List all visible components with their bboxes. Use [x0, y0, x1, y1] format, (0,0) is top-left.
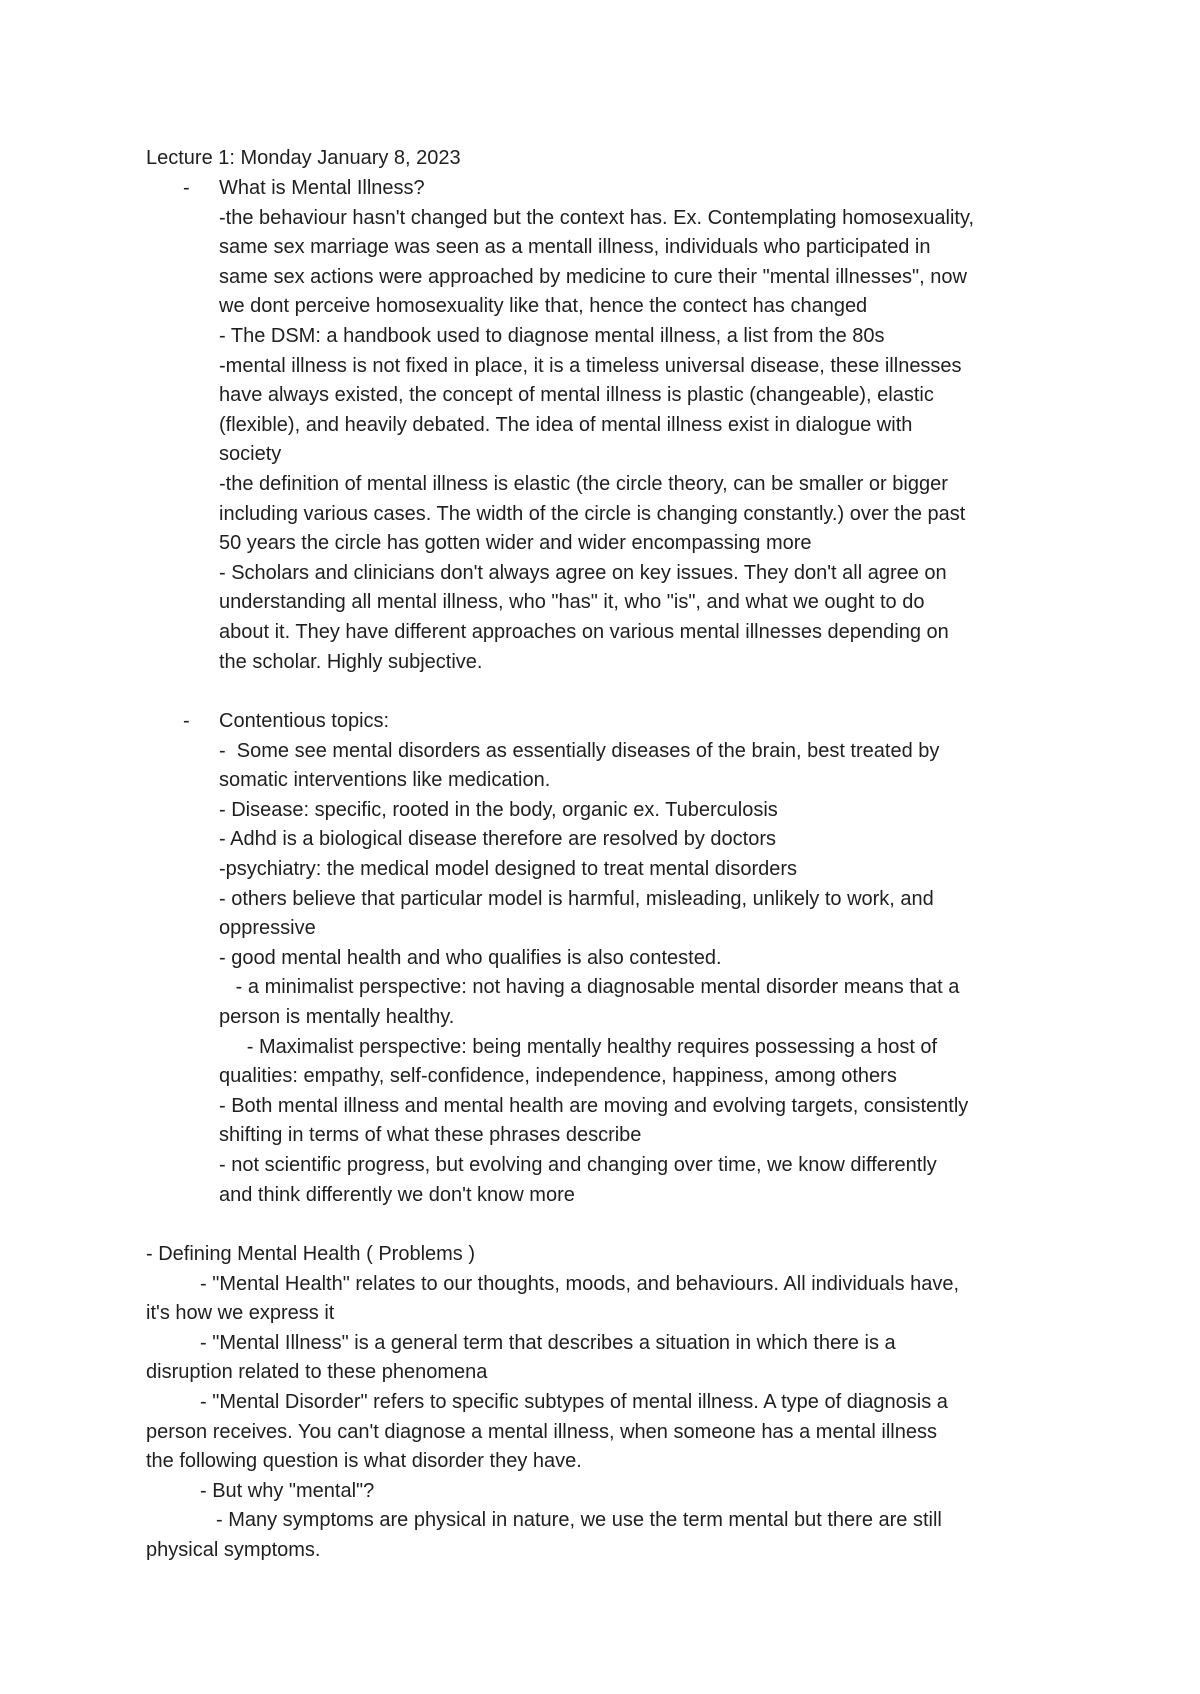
bullet-what-is-mental-illness	[183, 174, 1099, 677]
bullet-contentious-topics	[183, 707, 1099, 1210]
text-line: about it. They have different approaches on various mental illnesses depending on	[219, 620, 949, 643]
text-line: oppressive	[219, 917, 316, 940]
bullet-dash: -	[183, 177, 190, 199]
bullet-dash: -	[183, 710, 190, 732]
text-line: same sex marriage was seen as a mentall illness, individuals who participated in	[219, 236, 931, 259]
text-line: disruption related to these phenomena	[146, 1361, 488, 1384]
text-line: have always existed, the concept of mental illness is plastic (changeable), elastic	[219, 384, 934, 407]
text-line: we dont perceive homosexuality like that, hence the contect has changed	[219, 295, 868, 318]
text-line: Contentious topics:	[219, 710, 390, 732]
text-line: -the behaviour hasn't changed but the context has. Ex. Contemplating homosexuality,	[219, 206, 975, 229]
text-line: - not scientific progress, but evolving and changing over time, we know differently	[219, 1153, 937, 1176]
text-line: -psychiatry: the medical model designed to treat mental disorders	[219, 857, 798, 880]
text-line: - Many symptoms are physical in nature, we use the term mental but there are still	[216, 1509, 942, 1532]
text-line: person receives. You can't diagnose a mental illness, when someone has a mental illness	[146, 1420, 937, 1443]
text-line: person is mentally healthy.	[219, 1005, 455, 1028]
text-line: -mental illness is not fixed in place, it is a timeless universal disease, these illnesses	[219, 354, 962, 377]
text-line: - But why "mental"?	[200, 1479, 375, 1502]
text-line: understanding all mental illness, who "has" it, who "is", and what we ought to do	[219, 591, 925, 614]
text-line: society	[219, 443, 282, 466]
text-line: 50 years the circle has gotten wider and wider encompassing more	[219, 532, 812, 555]
text-line: What is Mental Illness?	[219, 177, 425, 199]
text-line: and think differently we don't know more	[219, 1183, 575, 1206]
lecture-title: Lecture 1: Monday January 8, 2023	[146, 147, 461, 169]
text-line: - Defining Mental Health ( Problems )	[146, 1243, 476, 1265]
text-line: - Maximalist perspective: being mentally healthy requires possessing a host of	[219, 1035, 938, 1058]
text-line: - "Mental Illness" is a general term that describes a situation in which there is a	[200, 1331, 896, 1354]
text-line: -the definition of mental illness is elastic (the circle theory, can be smaller or bigger	[219, 472, 948, 495]
text-line: the following question is what disorder they have.	[146, 1450, 582, 1473]
text-line: - The DSM: a handbook used to diagnose mental illness, a list from the 80s	[219, 324, 885, 347]
text-line: qualities: empathy, self-confidence, independence, happiness, among others	[219, 1065, 897, 1088]
text-line: - others believe that particular model is harmful, misleading, unlikely to work, and	[219, 887, 934, 910]
text-line: - Adhd is a biological disease therefore are resolved by doctors	[219, 828, 776, 851]
text-line: - a minimalist perspective: not having a diagnosable mental disorder means that a	[219, 976, 960, 999]
section-defining-mental-health	[146, 1240, 1106, 1566]
text-line: it's how we express it	[146, 1302, 335, 1325]
text-line: the scholar. Highly subjective.	[219, 650, 483, 673]
text-line: - good mental health and who qualifies is also contested.	[219, 946, 722, 969]
text-line: somatic interventions like medication.	[219, 769, 551, 792]
text-line: - Some see mental disorders as essentially diseases of the brain, best treated by	[219, 739, 940, 762]
text-line: - Both mental illness and mental health are moving and evolving targets, consistently	[219, 1094, 969, 1117]
text-line: including various cases. The width of the circle is changing constantly.) over the past	[219, 502, 966, 525]
text-line: - Disease: specific, rooted in the body, organic ex. Tuberculosis	[219, 798, 778, 821]
text-line: physical symptoms.	[146, 1538, 321, 1561]
text-line: same sex actions were approached by medicine to cure their "mental illnesses", now	[219, 265, 967, 288]
text-line: - "Mental Health" relates to our thoughts, moods, and behaviours. All individuals have,	[200, 1272, 960, 1295]
text-line: (flexible), and heavily debated. The idea of mental illness exist in dialogue with	[219, 413, 913, 436]
text-line: - Scholars and clinicians don't always agree on key issues. They don't all agree on	[219, 561, 947, 584]
bullet-lines	[219, 707, 1099, 1210]
text-line: shifting in terms of what these phrases describe	[219, 1124, 642, 1147]
text-line: - "Mental Disorder" refers to specific subtypes of mental illness. A type of diagnosis a	[200, 1390, 948, 1413]
bullet-lines	[219, 174, 1099, 677]
